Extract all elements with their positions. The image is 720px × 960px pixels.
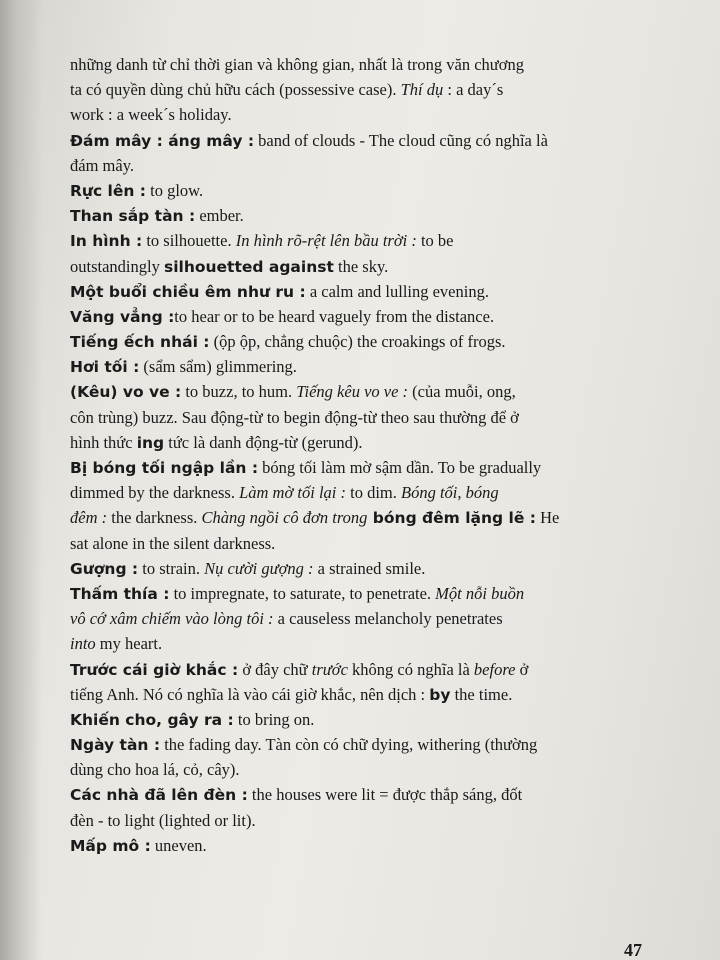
text-line <box>70 52 670 77</box>
body-text: hình thức <box>70 432 137 452</box>
glossary-term: Ngày tàn : <box>70 736 161 755</box>
text-line <box>70 379 670 404</box>
text-line <box>70 531 670 556</box>
text-line <box>70 581 670 606</box>
body-text: dimmed by the darkness. <box>70 483 240 503</box>
text-line <box>70 631 670 656</box>
body-text: to dim. <box>346 483 402 503</box>
glossary-term: Một buổi chiều êm như ru : <box>70 282 306 301</box>
body-text: (ộp ộp, chẳng chuộc) the croakings of frogs. <box>209 332 506 352</box>
body-text: to impregnate, to saturate, to penetrate. <box>169 583 436 603</box>
body-text: band of clouds - The cloud cũng có nghĩa là <box>254 130 548 150</box>
text-line <box>70 505 670 530</box>
text-line <box>70 354 670 379</box>
italic-text: Thí dụ <box>400 80 444 100</box>
italic-text: Chàng ngồi cô đơn trong <box>201 508 368 528</box>
body-text: đèn - to light (lighted or lit). <box>70 810 256 830</box>
text-line <box>70 228 670 253</box>
text-line <box>70 77 670 102</box>
body-text: (sẩm sẩm) glimmering. <box>139 357 297 377</box>
glossary-term: Bị bóng tối ngập lần : <box>70 459 259 477</box>
text-line <box>70 782 670 807</box>
text-line <box>70 757 670 782</box>
glossary-term: Hơi tối : <box>70 358 140 377</box>
body-text: the sky. <box>333 256 389 276</box>
glossary-term: Khiến cho, gây ra : <box>70 710 234 729</box>
text-line <box>70 732 670 757</box>
glossary-term: Văng vẳng : <box>70 307 175 326</box>
text-line <box>70 254 670 279</box>
text-line <box>70 279 670 304</box>
body-text: work : a week´s holiday. <box>70 105 232 125</box>
text-line <box>70 682 670 707</box>
glossary-term: Tiếng ếch nhái : <box>70 333 210 352</box>
italic-text: into <box>70 634 96 654</box>
glossary-term: bóng đêm lặng lẽ : <box>367 509 536 528</box>
glossary-term: silhouetted against <box>163 257 334 276</box>
italic-text: vô cớ xâm chiếm vào lòng tôi : <box>70 609 274 629</box>
body-text: He <box>535 508 560 528</box>
body-text: to buzz, to hum. <box>181 382 297 402</box>
glossary-term: ing <box>136 433 165 452</box>
body-text: outstandingly <box>70 256 164 276</box>
glossary-term: Các nhà đã lên đèn : <box>70 786 248 805</box>
text-line <box>70 606 670 631</box>
body-text: the darkness. <box>107 508 202 528</box>
text-line <box>70 808 670 833</box>
body-text: uneven. <box>150 835 207 855</box>
body-text: ta có quyền dùng chủ hữu cách (possessive case). <box>70 80 401 100</box>
body-text: (của muỗi, ong, <box>408 382 516 402</box>
glossary-term: by <box>429 685 451 704</box>
body-text: the houses were lit = được thắp sáng, đốt <box>247 785 523 805</box>
text-line <box>70 455 670 480</box>
body-text: tiếng Anh. Nó có nghĩa là vào cái giờ khắc, nên dịch : <box>70 684 430 704</box>
text-line <box>70 304 670 329</box>
text-line <box>70 707 670 732</box>
text-line <box>70 480 670 505</box>
text-line <box>70 556 670 581</box>
spine-shadow <box>0 0 42 960</box>
glossary-term: Thấm thía : <box>70 584 170 603</box>
italic-text: đêm : <box>70 508 108 528</box>
page-number: 47 <box>624 940 642 960</box>
glossary-term: Trước cái giờ khắc : <box>70 660 239 679</box>
text-line <box>70 128 670 153</box>
text-line <box>70 102 670 127</box>
body-text: to bring on. <box>233 709 315 729</box>
glossary-term: Gượng : <box>70 559 139 578</box>
body-text: my heart. <box>95 634 163 654</box>
italic-text: before <box>473 659 516 679</box>
italic-text: Làm mờ tối lại : <box>239 483 346 503</box>
text-line <box>70 405 670 430</box>
body-text: ember. <box>195 206 244 226</box>
body-text: sat alone in the silent darkness. <box>70 533 276 553</box>
body-text: a calm and lulling evening. <box>305 281 489 301</box>
body-text: to hear or to be heard vaguely from the distance. <box>174 306 495 326</box>
text-line <box>70 657 670 682</box>
italic-text: In hình rõ-rệt lên bầu trời : <box>235 231 417 251</box>
body-text: đám mây. <box>70 155 134 175</box>
body-text: to be <box>416 231 454 251</box>
glossary-term: Đám mây : áng mây : <box>70 131 255 150</box>
body-text: những danh từ chỉ thời gian và không gian, nhất là trong văn chương <box>70 55 524 74</box>
body-text: bóng tối làm mờ sậm dần. To be gradually <box>258 458 542 477</box>
body-text: côn trùng) buzz. Sau động-từ to begin động-từ theo sau thường để ở <box>70 407 519 427</box>
italic-text: trước <box>311 659 348 679</box>
body-text: ở đây chữ <box>238 659 312 679</box>
text-line <box>70 430 670 455</box>
italic-text: Một nỗi buồn <box>435 583 525 603</box>
body-text: tức là danh động-từ (gerund). <box>164 432 363 452</box>
body-text: a strained smile. <box>313 558 426 578</box>
body-text: : a day´s <box>443 80 504 100</box>
text-line <box>70 833 670 858</box>
body-text: to glow. <box>146 180 204 200</box>
glossary-term: (Kêu) vo ve : <box>70 383 182 402</box>
text-line <box>70 153 670 178</box>
italic-text: Bóng tối, bóng <box>401 483 499 503</box>
glossary-term: Rực lên : <box>70 181 147 200</box>
body-text: to silhouette. <box>142 231 236 251</box>
body-text: a causeless melancholy penetrates <box>273 609 503 629</box>
body-text: the time. <box>450 684 513 704</box>
body-text: dùng cho hoa lá, cỏ, cây). <box>70 760 240 780</box>
body-text: the fading day. Tàn còn có chữ dying, withering (thường <box>160 735 538 755</box>
glossary-term: Than sắp tàn : <box>70 207 196 226</box>
italic-text: Nụ cười gượng : <box>204 558 314 578</box>
body-text: to strain. <box>138 558 205 578</box>
glossary-term: Mấp mô : <box>70 836 151 855</box>
page-text <box>70 52 670 858</box>
glossary-term: In hình : <box>70 232 143 251</box>
text-line <box>70 329 670 354</box>
italic-text: Tiếng kêu vo ve : <box>296 382 409 402</box>
body-text: ở <box>515 659 529 679</box>
text-line <box>70 178 670 203</box>
text-line <box>70 203 670 228</box>
body-text: không có nghĩa là <box>347 659 474 679</box>
